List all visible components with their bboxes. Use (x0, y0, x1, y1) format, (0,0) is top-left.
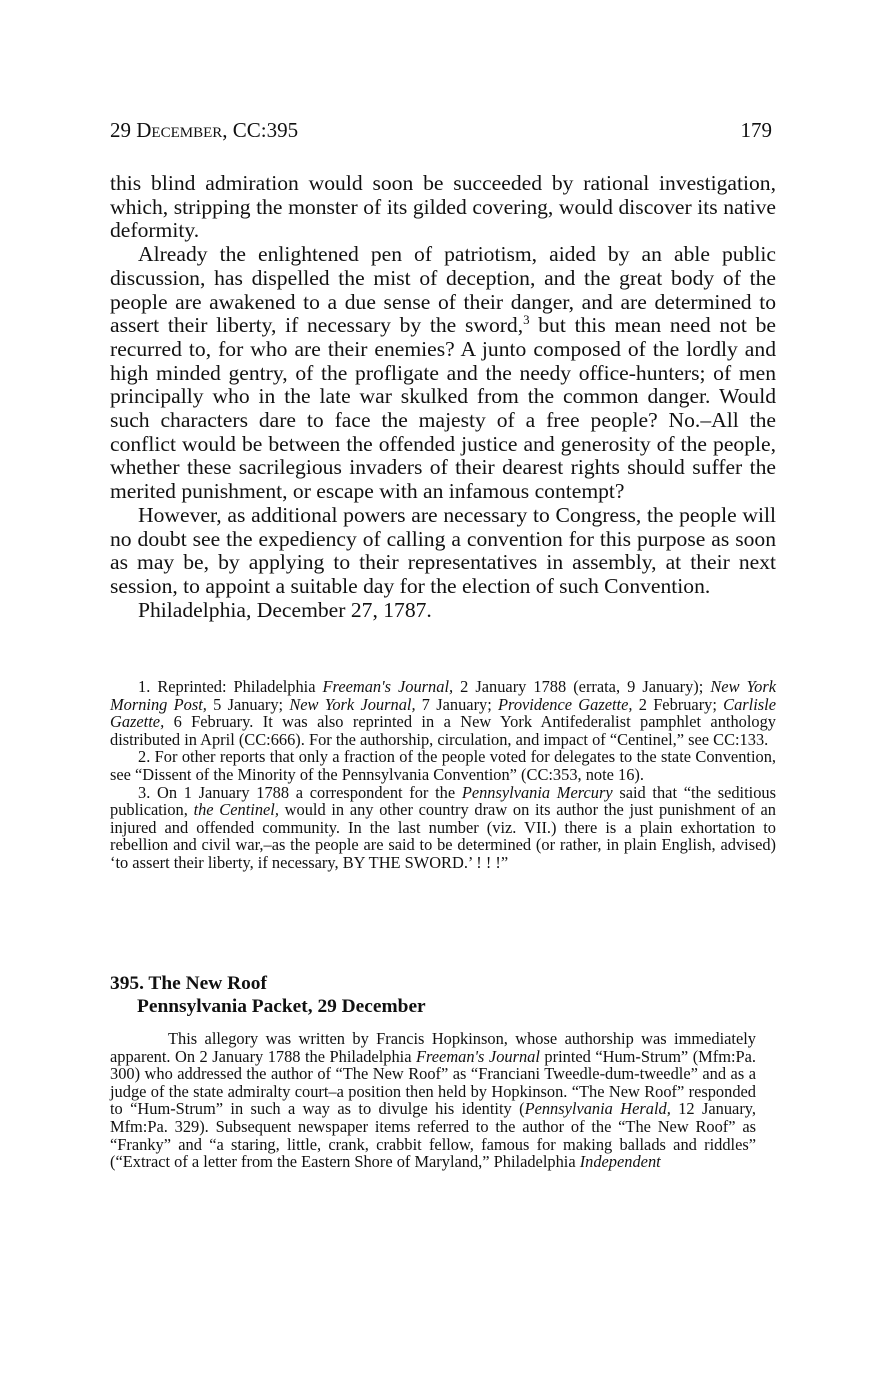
page-number: 179 (740, 118, 772, 142)
note-3 (110, 784, 776, 872)
dateline: Philadelphia, December 27, 1787. (138, 597, 432, 622)
document-source: Pennsylvania Packet, 29 December (137, 996, 426, 1017)
footnote-ref-3: 3 (523, 312, 530, 328)
note-1-text: 2 January 1788 (errata, 9 January); (453, 677, 711, 696)
note-1-text: 2 February; (632, 694, 724, 714)
note-1-text: 7 January; (415, 694, 499, 714)
note-3-italic: Pennsylvania Mercury (461, 782, 613, 802)
paragraph-3: However, as additional powers are necessary to Congress, the people will no doubt see the expediency of calling a convention for this purpose as soon as may be, by applying to their representatives in assembly, at their next session, to appoint a suitable day for the election of such Convention. (110, 502, 776, 598)
headnote (110, 1030, 756, 1171)
note-1-text: 5 January; (206, 694, 290, 714)
headnote-italic: Freeman's Journal (415, 1046, 540, 1066)
note-1 (110, 678, 776, 748)
note-1-text: 6 February. It was also reprinted in a New York Antifederalist pamphlet anthology distributed in April (CC:666). For the authorship, circulation, and impact of “Centinel,” see CC:133. (110, 712, 776, 749)
note-3-text: 3. On 1 January 1788 a correspondent for the (138, 782, 462, 802)
paragraph-2-part-a: Already the enlightened pen of patriotism, aided by an able public discussion, has dispelled the mist of deception, and the great body of the people are awakened to a due sense of their danger, and are determined to assert their liberty, if necessary by the sword, (110, 242, 776, 338)
note-3-text: would in any other country draw on its author the just punishment of an injured and offended community. In the last number (viz. VII.) there is a plain exhortation to rebellion and civil war,–as the people are said to be determined (or rather, in plain English, advised) ‘to assert their liberty, if necessary, BY THE SWORD.’ ! ! !” (110, 800, 776, 872)
headnote-italic: Independent (579, 1152, 661, 1172)
footnotes (110, 678, 776, 872)
note-1-italic: Providence Gazette, (498, 694, 633, 714)
paragraph-2-part-b: but this mean need not be recurred to, for who are their enemies? A junto composed of the lordly and high minded gentry, of the profligate and the needy office-hunters; of men principally who in the late war skulked from the common danger. Would such characters dare to face the majesty of a free people? No.–All the conflict would be between the offended justice and generosity of the people, whether these sacrilegious invaders of their dearest rights should suffer the merited punishment, or escape with an infamous contempt? (110, 313, 776, 504)
paragraph-1: this blind admiration would soon be succeeded by rational investigation, which, stripping the monster of its gilded covering, would discover its native deformity. (110, 171, 776, 243)
document-heading (110, 972, 776, 1018)
note-1-italic: Freeman's Journal, (322, 677, 454, 696)
paragraph-2 (110, 243, 776, 504)
body-text (110, 172, 776, 622)
headnote-italic: Pennsylvania Herald, (524, 1099, 671, 1119)
document-title: 395. The New Roof (110, 973, 267, 994)
headnote-text: This allegory was written by Francis Hopkinson, whose authorship was immediately apparent. On 2 January 1788 the Philadelphia (110, 1029, 756, 1066)
note-2: 2. For other reports that only a fraction of the people voted for delegates to the state Convention, see “Dissent of the Minority of the Pennsylvania Convention” (CC:353, note 16). (110, 747, 776, 784)
headnote-paragraph (110, 1030, 756, 1171)
note-3-text: said that “the seditious publication, (110, 782, 776, 820)
note-1-italic: Carlisle Gazette, (110, 694, 776, 732)
note-1-italic: New York Journal, (289, 694, 416, 714)
running-title: 29 December, CC:395 (110, 118, 299, 142)
headnote-text: printed “Hum-Strum” (Mfm:Pa. 300) who addressed the author of “The New Roof” as “Franciani Tweedle-dum-tweedle” and as a judge of the state admiralty court–a position then held by Hopkinson. “The New Roof” responded to “Hum-Strum” in such a way as to divulge his identity ( (110, 1046, 756, 1119)
note-1-italic: New York Morning Post, (110, 677, 776, 714)
note-1-text: 1. Reprinted: Philadelphia (138, 677, 323, 696)
headnote-text: 12 January, Mfm:Pa. 329). Subsequent newspaper items referred to the author of the “The New Roof” as “Franky” and “a staring, little, crank, crabbit fellow, famous for making ballads and riddles” (“Extract of a letter from the Eastern Shore of Maryland,” Philadelphia (110, 1099, 756, 1172)
note-3-italic: the Centinel, (193, 800, 279, 820)
